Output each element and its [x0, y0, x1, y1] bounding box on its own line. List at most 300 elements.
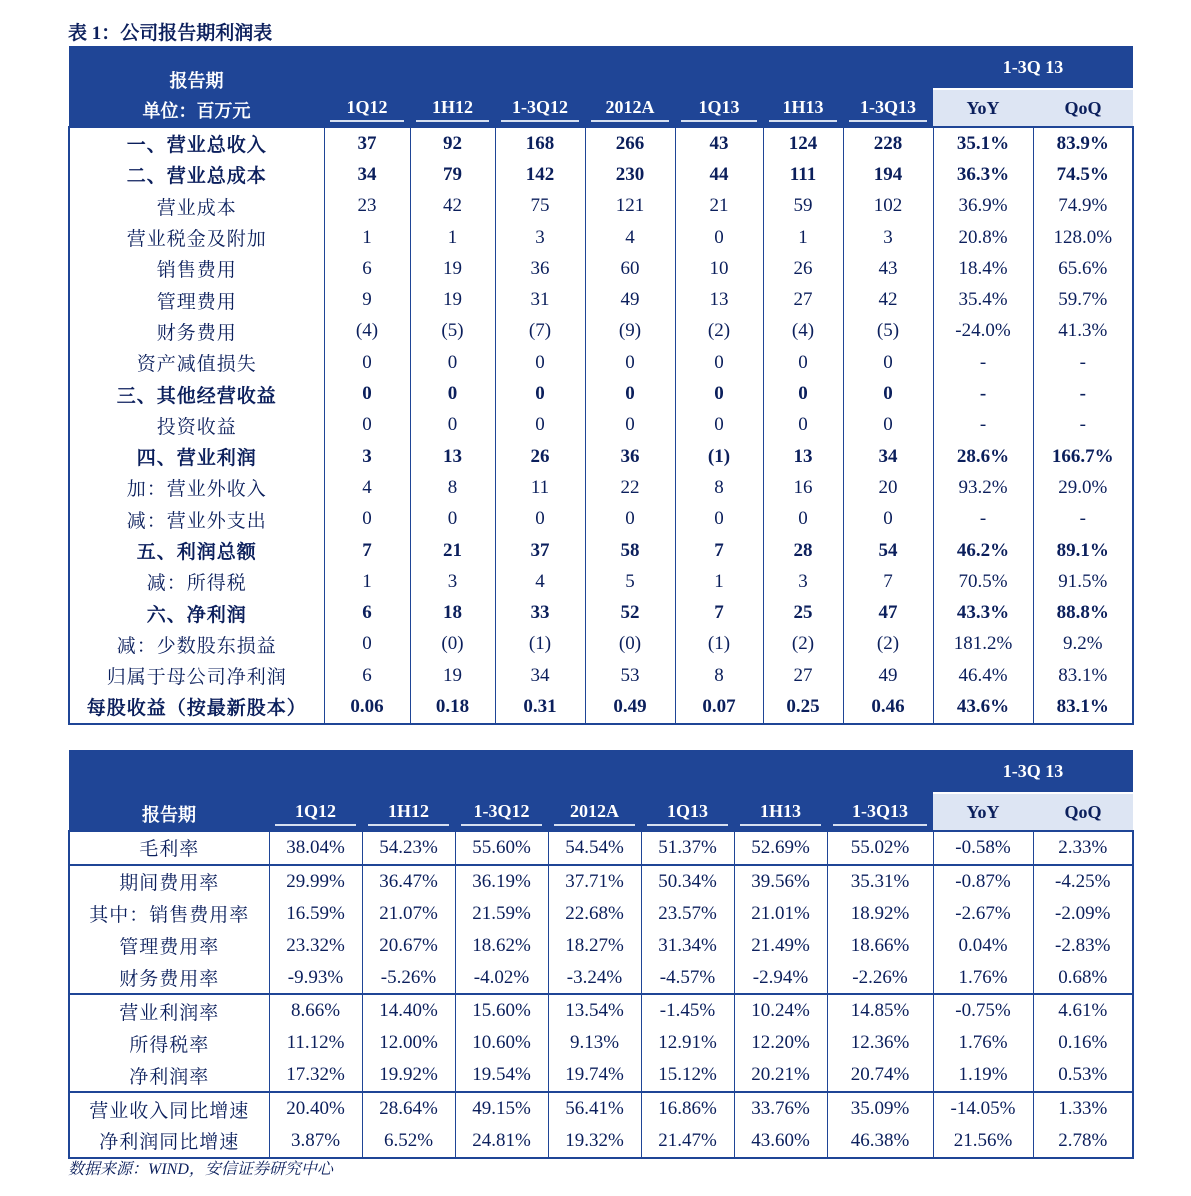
table-cell: 10.60% — [455, 1027, 548, 1059]
table-cell: 43.3% — [933, 597, 1033, 628]
table-cell: 0.16% — [1033, 1027, 1133, 1059]
table-cell: 1 — [324, 566, 410, 597]
table-cell: 9 — [324, 284, 410, 315]
table-cell: 35.31% — [827, 865, 933, 898]
row-label: 销售费用 — [69, 253, 324, 284]
table-cell: 21.49% — [734, 930, 827, 962]
table-cell: 14.85% — [827, 994, 933, 1027]
table-cell: 10.24% — [734, 994, 827, 1027]
row-label: 减：营业外支出 — [69, 504, 324, 535]
header-period-unit: 报告期 单位：百万元 — [69, 46, 324, 127]
table-cell: 74.5% — [1033, 159, 1133, 190]
table-cell: 0 — [495, 504, 585, 535]
table-cell: 3 — [763, 566, 843, 597]
table-cell: 21.47% — [641, 1125, 734, 1158]
row-label: 管理费用 — [69, 284, 324, 315]
table-cell: -2.94% — [734, 962, 827, 995]
table-cell: 13 — [675, 284, 763, 315]
table-cell: 46.2% — [933, 535, 1033, 566]
table-cell: 36 — [495, 253, 585, 284]
table-cell: 21.59% — [455, 898, 548, 930]
table-row — [69, 222, 1133, 253]
table-cell: 43.60% — [734, 1125, 827, 1158]
table-cell: -3.24% — [548, 962, 641, 995]
table-cell: 0 — [843, 410, 933, 441]
table-cell: 22.68% — [548, 898, 641, 930]
table-cell: 3.87% — [269, 1125, 362, 1158]
table-cell: 1.76% — [933, 962, 1033, 995]
table-cell: 35.1% — [933, 127, 1033, 159]
table-cell: 20.40% — [269, 1092, 362, 1125]
table-cell: 8 — [675, 472, 763, 503]
table-cell: -2.83% — [1033, 930, 1133, 962]
table-cell: 8 — [675, 660, 763, 691]
table-row — [69, 1092, 1133, 1125]
table-cell: 20.74% — [827, 1059, 933, 1092]
table-cell: 23 — [324, 191, 410, 222]
table-cell: 46.38% — [827, 1125, 933, 1158]
table-cell: (7) — [495, 316, 585, 347]
table-cell: 19 — [410, 253, 495, 284]
table-cell: 13 — [763, 441, 843, 472]
table-row — [69, 191, 1133, 222]
table-cell: 142 — [495, 159, 585, 190]
table-cell: 0.25 — [763, 691, 843, 723]
table-cell: (1) — [675, 629, 763, 660]
table-cell: 6 — [324, 660, 410, 691]
row-label: 毛利率 — [69, 831, 269, 865]
table-cell: 7 — [675, 535, 763, 566]
header-period: 1H12 — [410, 46, 495, 127]
table-cell: 92 — [410, 127, 495, 159]
table-cell: 0 — [324, 504, 410, 535]
table-cell: 9.13% — [548, 1027, 641, 1059]
table-cell: (9) — [585, 316, 675, 347]
table-cell: (5) — [410, 316, 495, 347]
table-cell: 230 — [585, 159, 675, 190]
table-cell: 37.71% — [548, 865, 641, 898]
table-cell: 43 — [675, 127, 763, 159]
table-cell: -0.87% — [933, 865, 1033, 898]
table-cell: 52.69% — [734, 831, 827, 865]
table-cell: 36.9% — [933, 191, 1033, 222]
table-cell: 42 — [843, 284, 933, 315]
table-cell: 3 — [843, 222, 933, 253]
table-cell: 2.33% — [1033, 831, 1133, 865]
table-cell: 19.32% — [548, 1125, 641, 1158]
table-row — [69, 535, 1133, 566]
table-cell: 19 — [410, 284, 495, 315]
table-cell: 27 — [763, 660, 843, 691]
table-cell: 7 — [675, 597, 763, 628]
row-label: 加：营业外收入 — [69, 472, 324, 503]
table-cell: 16.59% — [269, 898, 362, 930]
table-cell: 18 — [410, 597, 495, 628]
table-cell: -24.0% — [933, 316, 1033, 347]
table-row — [69, 159, 1133, 190]
table-cell: - — [1033, 347, 1133, 378]
table-cell: (5) — [843, 316, 933, 347]
table-row — [69, 1059, 1133, 1092]
header-period: 1H13 — [763, 46, 843, 127]
table-cell: 0.53% — [1033, 1059, 1133, 1092]
row-label: 财务费用 — [69, 316, 324, 347]
header-period: 1Q12 — [324, 46, 410, 127]
table-cell: 0 — [585, 347, 675, 378]
table-cell: 19.54% — [455, 1059, 548, 1092]
table-cell: 19.74% — [548, 1059, 641, 1092]
table-cell: 83.1% — [1033, 691, 1133, 723]
table-row — [69, 962, 1133, 995]
table-cell: (2) — [763, 629, 843, 660]
table-cell: 22 — [585, 472, 675, 503]
table-cell: 21.56% — [933, 1125, 1033, 1158]
row-label: 净利润同比增速 — [69, 1125, 269, 1158]
table-cell: (1) — [495, 629, 585, 660]
table-cell: 28 — [763, 535, 843, 566]
table-cell: 0.18 — [410, 691, 495, 723]
table-cell: 0 — [410, 347, 495, 378]
table-cell: 43.6% — [933, 691, 1033, 723]
table-cell: 7 — [843, 566, 933, 597]
table-cell: 54.23% — [362, 831, 455, 865]
table-cell: 121 — [585, 191, 675, 222]
table-cell: 3 — [410, 566, 495, 597]
table-cell: 35.4% — [933, 284, 1033, 315]
table-cell: 0 — [763, 347, 843, 378]
table-cell: -5.26% — [362, 962, 455, 995]
table-row — [69, 629, 1133, 660]
table-cell: 24.81% — [455, 1125, 548, 1158]
row-label: 六、净利润 — [69, 597, 324, 628]
table-cell: 13 — [410, 441, 495, 472]
row-label: 期间费用率 — [69, 865, 269, 898]
row-label: 其中：销售费用率 — [69, 898, 269, 930]
table-cell: - — [933, 410, 1033, 441]
table-cell: 35.09% — [827, 1092, 933, 1125]
table-cell: 31 — [495, 284, 585, 315]
table-cell: (2) — [675, 316, 763, 347]
table-row — [69, 930, 1133, 962]
table-cell: 0.07 — [675, 691, 763, 723]
table-row — [69, 441, 1133, 472]
table-cell: - — [1033, 378, 1133, 409]
table-cell: 3 — [495, 222, 585, 253]
header-period: 1H12 — [362, 750, 455, 831]
table-cell: 0 — [585, 378, 675, 409]
table-cell: 49.15% — [455, 1092, 548, 1125]
row-label: 管理费用率 — [69, 930, 269, 962]
table-cell: 36.47% — [362, 865, 455, 898]
table-cell: 44 — [675, 159, 763, 190]
table-cell: -4.25% — [1033, 865, 1133, 898]
table-cell: 1 — [410, 222, 495, 253]
header-period: 1Q13 — [641, 750, 734, 831]
table-cell: -0.58% — [933, 831, 1033, 865]
table-cell: 0 — [324, 347, 410, 378]
table-cell: 20.67% — [362, 930, 455, 962]
row-label: 归属于母公司净利润 — [69, 660, 324, 691]
header-group: 1-3Q 13 — [933, 750, 1133, 793]
table-cell: 0 — [410, 378, 495, 409]
table-cell: 228 — [843, 127, 933, 159]
table-cell: 17.32% — [269, 1059, 362, 1092]
table-row — [69, 410, 1133, 441]
table-cell: -4.57% — [641, 962, 734, 995]
row-label: 所得税率 — [69, 1027, 269, 1059]
row-label: 营业税金及附加 — [69, 222, 324, 253]
table-cell: 166.7% — [1033, 441, 1133, 472]
table-cell: 1 — [763, 222, 843, 253]
table-cell: 21.01% — [734, 898, 827, 930]
table-cell: 60 — [585, 253, 675, 284]
table-cell: 4 — [585, 222, 675, 253]
table-cell: 31.34% — [641, 930, 734, 962]
table-cell: 93.2% — [933, 472, 1033, 503]
table-cell: - — [1033, 504, 1133, 535]
table-cell: 18.4% — [933, 253, 1033, 284]
table-cell: 9.2% — [1033, 629, 1133, 660]
table-cell: 39.56% — [734, 865, 827, 898]
table-cell: 88.8% — [1033, 597, 1133, 628]
table-cell: 42 — [410, 191, 495, 222]
row-label: 减：所得税 — [69, 566, 324, 597]
table-cell: 10 — [675, 253, 763, 284]
table-cell: 26 — [495, 441, 585, 472]
table-cell: 0 — [843, 378, 933, 409]
table-cell: 19 — [410, 660, 495, 691]
header-period: 1-3Q13 — [827, 750, 933, 831]
table-cell: 21.07% — [362, 898, 455, 930]
table-cell: 8.66% — [269, 994, 362, 1027]
table-cell: 59 — [763, 191, 843, 222]
table-cell: 102 — [843, 191, 933, 222]
table-cell: 14.40% — [362, 994, 455, 1027]
row-label: 营业利润率 — [69, 994, 269, 1027]
table-cell: 128.0% — [1033, 222, 1133, 253]
row-label: 减：少数股东损益 — [69, 629, 324, 660]
table-cell: 18.62% — [455, 930, 548, 962]
table-cell: -2.67% — [933, 898, 1033, 930]
table-cell: - — [933, 378, 1033, 409]
table-cell: 54 — [843, 535, 933, 566]
table-cell: -2.26% — [827, 962, 933, 995]
table-cell: 18.27% — [548, 930, 641, 962]
table-cell: 12.36% — [827, 1027, 933, 1059]
table-cell: 33 — [495, 597, 585, 628]
table-cell: 55.02% — [827, 831, 933, 865]
table-cell: 28.6% — [933, 441, 1033, 472]
ratio-table — [68, 750, 1134, 1159]
table-cell: 26 — [763, 253, 843, 284]
table-row — [69, 253, 1133, 284]
table-cell: (0) — [410, 629, 495, 660]
table-row — [69, 347, 1133, 378]
table-cell: 15.12% — [641, 1059, 734, 1092]
row-label: 一、营业总收入 — [69, 127, 324, 159]
table-cell: 4.61% — [1033, 994, 1133, 1027]
table-cell: 12.00% — [362, 1027, 455, 1059]
table-cell: 0 — [763, 504, 843, 535]
table-cell: 168 — [495, 127, 585, 159]
row-label: 四、营业利润 — [69, 441, 324, 472]
table-cell: (4) — [763, 316, 843, 347]
table-cell: 74.9% — [1033, 191, 1133, 222]
header-period: 1Q12 — [269, 750, 362, 831]
table-cell: 43 — [843, 253, 933, 284]
table-cell: 18.66% — [827, 930, 933, 962]
table-cell: -9.93% — [269, 962, 362, 995]
table-cell: 46.4% — [933, 660, 1033, 691]
table-cell: 23.32% — [269, 930, 362, 962]
table-cell: 0 — [675, 410, 763, 441]
table-cell: 0.68% — [1033, 962, 1133, 995]
table-row — [69, 865, 1133, 898]
table-cell: 0 — [585, 504, 675, 535]
table-cell: -14.05% — [933, 1092, 1033, 1125]
table-cell: 6 — [324, 597, 410, 628]
table-cell: 0 — [675, 347, 763, 378]
table-cell: 6 — [324, 253, 410, 284]
row-label: 三、其他经营收益 — [69, 378, 324, 409]
table-cell: 0 — [410, 504, 495, 535]
table-cell: 1.33% — [1033, 1092, 1133, 1125]
table-cell: 29.99% — [269, 865, 362, 898]
table-cell: 49 — [843, 660, 933, 691]
table-cell: 181.2% — [933, 629, 1033, 660]
table-cell: 0 — [675, 378, 763, 409]
table-cell: 16.86% — [641, 1092, 734, 1125]
table-cell: 0 — [843, 504, 933, 535]
table-cell: 0 — [495, 378, 585, 409]
table-cell: 0 — [324, 410, 410, 441]
table-cell: 37 — [495, 535, 585, 566]
table-cell: 55.60% — [455, 831, 548, 865]
income-statement-body — [69, 127, 1133, 724]
table-cell: 3 — [324, 441, 410, 472]
header-group: 1-3Q 13 — [933, 46, 1133, 89]
table-cell: 47 — [843, 597, 933, 628]
table-cell: 59.7% — [1033, 284, 1133, 315]
table-cell: 1 — [324, 222, 410, 253]
table-cell: 53 — [585, 660, 675, 691]
table-cell: 124 — [763, 127, 843, 159]
header-period: 1H13 — [734, 750, 827, 831]
table-cell: 20.21% — [734, 1059, 827, 1092]
income-statement-table — [68, 46, 1134, 725]
table-cell: 0 — [763, 410, 843, 441]
table-cell: 34 — [495, 660, 585, 691]
table-cell: 6.52% — [362, 1125, 455, 1158]
row-label: 营业收入同比增速 — [69, 1092, 269, 1125]
table-row — [69, 127, 1133, 159]
table-cell: 0.46 — [843, 691, 933, 723]
table-cell: 50.34% — [641, 865, 734, 898]
header-period: 2012A — [585, 46, 675, 127]
table-cell: 5 — [585, 566, 675, 597]
table-row — [69, 994, 1133, 1027]
table-cell: 1.76% — [933, 1027, 1033, 1059]
table-cell: 37 — [324, 127, 410, 159]
data-source-note: 数据来源：WIND，安信证券研究中心 — [68, 1161, 333, 1178]
table-cell: 21 — [675, 191, 763, 222]
table-cell: 25 — [763, 597, 843, 628]
table-cell: 12.91% — [641, 1027, 734, 1059]
table-row — [69, 284, 1133, 315]
table-cell: 20 — [843, 472, 933, 503]
row-label: 每股收益（按最新股本） — [69, 691, 324, 723]
table-cell: -0.75% — [933, 994, 1033, 1027]
table-row — [69, 660, 1133, 691]
table-cell: 36 — [585, 441, 675, 472]
table-cell: 0 — [843, 347, 933, 378]
row-label: 净利润率 — [69, 1059, 269, 1092]
table-cell: 75 — [495, 191, 585, 222]
table-cell: 8 — [410, 472, 495, 503]
header-period: 2012A — [548, 750, 641, 831]
table-cell: 27 — [763, 284, 843, 315]
table-cell: 79 — [410, 159, 495, 190]
table-cell: 11.12% — [269, 1027, 362, 1059]
table-cell: 4 — [324, 472, 410, 503]
table-cell: 58 — [585, 535, 675, 566]
table-cell: 51.37% — [641, 831, 734, 865]
header-qoq: QoQ — [1033, 793, 1133, 831]
table-cell: 0 — [675, 222, 763, 253]
header-qoq: QoQ — [1033, 89, 1133, 127]
table-cell: 38.04% — [269, 831, 362, 865]
header-yoy: YoY — [933, 793, 1033, 831]
table-cell: - — [1033, 410, 1133, 441]
table-cell: (0) — [585, 629, 675, 660]
table-cell: 111 — [763, 159, 843, 190]
table-row — [69, 691, 1133, 723]
table-cell: 11 — [495, 472, 585, 503]
table-cell: 12.20% — [734, 1027, 827, 1059]
table-cell: 1.19% — [933, 1059, 1033, 1092]
table-cell: 36.3% — [933, 159, 1033, 190]
table-cell: 91.5% — [1033, 566, 1133, 597]
table-row — [69, 378, 1133, 409]
table-cell: 20.8% — [933, 222, 1033, 253]
table-cell: 83.1% — [1033, 660, 1133, 691]
table-cell: 0 — [324, 378, 410, 409]
table-cell: 0 — [763, 378, 843, 409]
row-label: 财务费用率 — [69, 962, 269, 995]
table-cell: 0 — [495, 347, 585, 378]
table-caption: 表 1：公司报告期利润表 — [68, 23, 273, 44]
table-row — [69, 566, 1133, 597]
table-cell: 41.3% — [1033, 316, 1133, 347]
table-cell: 34 — [324, 159, 410, 190]
table-cell: 34 — [843, 441, 933, 472]
table-cell: 0 — [495, 410, 585, 441]
row-label: 二、营业总成本 — [69, 159, 324, 190]
table-cell: 0 — [675, 504, 763, 535]
table-cell: 266 — [585, 127, 675, 159]
table-cell: 0.04% — [933, 930, 1033, 962]
table-cell: 0.31 — [495, 691, 585, 723]
table-cell: 89.1% — [1033, 535, 1133, 566]
table-cell: 7 — [324, 535, 410, 566]
table-cell: - — [933, 504, 1033, 535]
row-label: 五、利润总额 — [69, 535, 324, 566]
table-cell: 52 — [585, 597, 675, 628]
header-yoy: YoY — [933, 89, 1033, 127]
table-cell: 15.60% — [455, 994, 548, 1027]
table-cell: 54.54% — [548, 831, 641, 865]
table-cell: 0.49 — [585, 691, 675, 723]
